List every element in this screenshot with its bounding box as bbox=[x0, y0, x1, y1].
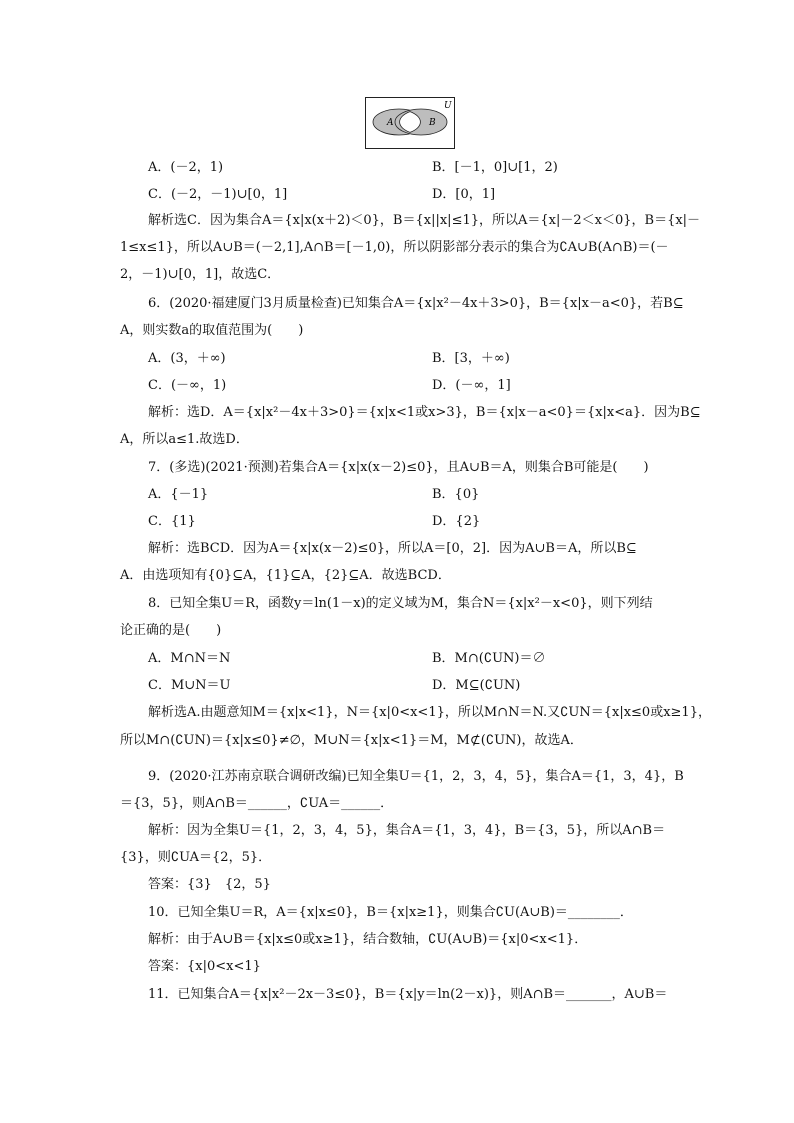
q5-option-a: A．(－2，1) bbox=[148, 160, 224, 175]
q9-stem-line-2: ＝{3，5}，则A∩B＝______，∁UA＝______． bbox=[120, 796, 394, 811]
q6-option-b: B．[3，＋∞) bbox=[432, 351, 510, 366]
q8-stem-line-2: 论正确的是( ) bbox=[120, 623, 222, 638]
q8-option-a: A．M∩N＝N bbox=[148, 651, 231, 666]
q9-solution-line-2: {3}，则∁UA＝{2，5}． bbox=[120, 850, 272, 865]
q10-stem: 10．已知全集U＝R，A＝{x|x≤0}，B＝{x|x≥1}，则集合∁U(A∪B)＝________． bbox=[148, 905, 633, 920]
venn-label-a: A bbox=[387, 118, 394, 128]
q5-solution-line-3: 2，－1)∪[0，1]，故选C． bbox=[120, 267, 281, 282]
q7-solution-line-1: 解析：选BCD．因为A＝{x|x(x－2)≤0}，所以A＝[0，2]．因为A∪B＝A，所以B⊆ bbox=[148, 541, 637, 556]
q5-solution-line-1: 解析选C．因为集合A＝{x|x(x＋2)＜0}，B＝{x||x|≤1}，所以A＝{x|－2＜x＜0}，B＝{x|－ bbox=[148, 213, 701, 228]
q6-stem-line-1: 6．(2020·福建厦门3月质量检查)已知集合A＝{x|x²－4x＋3>0}，B＝{x|x－a<0}，若B⊆ bbox=[148, 296, 684, 311]
q6-option-c: C．(－∞，1) bbox=[148, 378, 227, 393]
venn-label-b: B bbox=[429, 118, 436, 128]
venn-label-u: U bbox=[444, 101, 452, 111]
q6-solution-line-2: A，所以a≤1.故选D． bbox=[120, 432, 249, 447]
q7-option-d: D．{2} bbox=[432, 514, 481, 529]
q8-stem-line-1: 8．已知全集U＝R，函数y＝ln(1－x)的定义域为M，集合N＝{x|x²－x<0}，则下列结 bbox=[148, 596, 653, 611]
q8-solution-line-2: 所以M∩(∁UN)＝{x|x≤0}≠∅，M∪N＝{x|x<1}＝M，M⊄(∁UN)，故选A． bbox=[120, 733, 583, 748]
q8-option-c: C．M∪N＝U bbox=[148, 678, 231, 693]
q7-option-a: A．{－1} bbox=[148, 487, 209, 502]
q8-option-d: D．M⊆(∁UN) bbox=[432, 678, 521, 693]
q5-option-d: D．[0，1] bbox=[432, 187, 496, 202]
q5-option-b: B．[－1，0]∪[1，2) bbox=[432, 160, 558, 175]
q6-solution-line-1: 解析：选D．A＝{x|x²－4x＋3>0}＝{x|x<1或x>3}，B＝{x|x－a<0}＝{x|x<a}．因为B⊆ bbox=[148, 405, 701, 420]
q6-option-d: D．(－∞，1] bbox=[432, 378, 511, 393]
q7-stem: 7．(多选)(2021·预测)若集合A＝{x|x(x－2)≤0}，且A∪B＝A，则集合B可能是( ) bbox=[148, 460, 649, 475]
q11-stem: 11．已知集合A＝{x|x²－2x－3≤0}，B＝{x|y＝ln(2－x)}，则A∩B＝_______，A∪B＝ bbox=[148, 987, 668, 1002]
venn-diagram bbox=[365, 97, 455, 149]
q7-solution-line-2: A．由选项知有{0}⊆A，{1}⊆A，{2}⊆A．故选BCD． bbox=[120, 568, 451, 583]
q9-answer: 答案：{3} {2，5} bbox=[148, 877, 271, 892]
q7-option-c: C．{1} bbox=[148, 514, 196, 529]
q7-option-b: B．{0} bbox=[432, 487, 480, 502]
q8-option-b: B．M∩(∁UN)＝∅ bbox=[432, 651, 546, 666]
q10-answer: 答案：{x|0<x<1} bbox=[148, 959, 261, 974]
q9-stem-line-1: 9．(2020·江苏南京联合调研改编)已知全集U＝{1，2，3，4，5}，集合A＝{1，3，4}，B bbox=[148, 769, 684, 784]
q5-solution-line-2: 1≤x≤1}，所以A∪B＝(－2,1],A∩B＝[－1,0)，所以阴影部分表示的集合为∁A∪B(A∩B)＝(－ bbox=[120, 240, 669, 255]
q9-solution-line-1: 解析：因为全集U＝{1，2，3，4，5}，集合A＝{1，3，4}，B＝{3，5}，所以A∩B＝ bbox=[148, 823, 666, 838]
q6-option-a: A．(3，＋∞) bbox=[148, 351, 226, 366]
q8-solution-line-1: 解析选A.由题意知M＝{x|x<1}，N＝{x|0<x<1}，所以M∩N＝N.又∁UN＝{x|x≤0或x≥1}， bbox=[148, 705, 711, 720]
q10-solution: 解析：由于A∪B＝{x|x≤0或x≥1}，结合数轴，∁U(A∪B)＝{x|0<x<1}． bbox=[148, 932, 588, 947]
q5-option-c: C．(－2，－1)∪[0，1] bbox=[148, 187, 288, 202]
q6-stem-line-2: A，则实数a的取值范围为( ) bbox=[120, 323, 304, 338]
